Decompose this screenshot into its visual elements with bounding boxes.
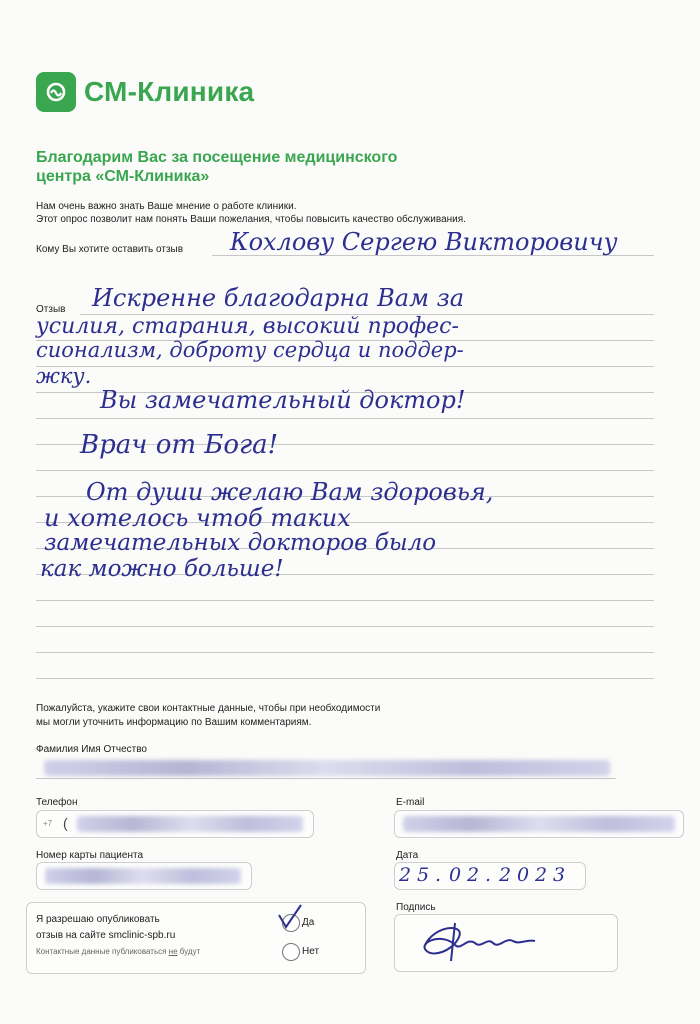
date-digit: 2	[499, 864, 512, 886]
review-line: жку.	[36, 364, 92, 388]
consent-no-label: Нет	[302, 946, 320, 957]
ruled-line	[36, 652, 654, 653]
consent-line-2: отзыв на сайте smclinic-spb.ru	[36, 930, 176, 941]
consent-note-prefix: Контактные данные публиковаться	[36, 947, 169, 956]
consent-yes-label: Да	[302, 917, 315, 928]
intro-line-2: Этот опрос позволит нам понять Ваши пожелания, чтобы повысить качество обслуживания.	[36, 214, 466, 225]
review-line: сионализм, доброту сердца и поддер-	[36, 338, 464, 362]
date-label: Дата	[396, 850, 419, 861]
review-line: От души желаю Вам здоровья,	[86, 478, 494, 506]
date-digit: 3	[553, 864, 566, 886]
date-digit: .	[485, 864, 492, 886]
review-line: и хотелось чтоб таких	[44, 504, 351, 532]
card-label: Номер карты пациента	[36, 850, 144, 861]
consent-note	[36, 944, 200, 960]
date-field[interactable]	[394, 862, 586, 890]
ruled-line	[36, 418, 654, 419]
ruled-line	[36, 470, 654, 471]
phone-prefix: +7	[43, 819, 53, 828]
review-line: усилия, старания, высокий профес-	[36, 314, 459, 339]
email-field[interactable]	[394, 810, 684, 838]
fio-value-redacted[interactable]	[44, 760, 610, 776]
contact-intro-line-1: Пожалуйста, укажите свои контактные данные, чтобы при необходимости	[36, 703, 381, 714]
consent-yes-radio[interactable]	[282, 914, 300, 932]
phone-paren: (	[63, 815, 68, 831]
phone-value-redacted	[77, 816, 303, 832]
review-line: как можно больше!	[40, 556, 284, 582]
email-value-redacted	[403, 816, 675, 832]
ruled-line	[36, 678, 654, 679]
consent-text	[36, 912, 200, 960]
fio-label: Фамилия Имя Отчество	[36, 744, 147, 755]
date-digit: .	[435, 864, 442, 886]
card-value-redacted	[45, 868, 241, 884]
phone-field[interactable]	[36, 810, 314, 838]
intro-text	[36, 200, 596, 226]
consent-note-ne: не	[168, 947, 178, 956]
consent-note-suffix: будут	[177, 947, 201, 956]
clinic-logo	[36, 72, 254, 112]
contact-intro	[36, 702, 496, 730]
signature-field[interactable]	[394, 914, 618, 972]
fio-line	[36, 778, 616, 779]
card-field[interactable]	[36, 862, 252, 890]
consent-line-1: Я разрешаю опубликовать	[36, 914, 160, 925]
date-digit: 0	[449, 864, 462, 886]
contact-intro-line-2: мы могли уточнить информацию по Вашим комментариям.	[36, 717, 312, 728]
date-digit: 0	[517, 864, 530, 886]
review-line: Врач от Бога!	[80, 430, 279, 460]
date-digit: 2	[399, 864, 412, 886]
ruled-line	[36, 600, 654, 601]
logo-icon	[36, 72, 76, 112]
phone-label: Телефон	[36, 797, 78, 808]
logo-text: СМ-Клиника	[84, 76, 255, 107]
recipient-label: Кому Вы хотите оставить отзыв	[36, 244, 184, 255]
review-line: Искренне благодарна Вам за	[92, 284, 465, 312]
date-digit: 2	[467, 864, 480, 886]
intro-line-1: Нам очень важно знать Ваше мнение о работе клиники.	[36, 201, 297, 212]
ruled-line	[36, 626, 654, 627]
review-label: Отзыв	[36, 304, 66, 315]
date-digit: 2	[535, 864, 548, 886]
ruled-line	[36, 366, 654, 367]
review-line: замечательных докторов было	[44, 530, 437, 556]
consent-no-radio[interactable]	[282, 943, 300, 961]
recipient-value[interactable]: Кохлову Сергею Викторовичу	[230, 228, 618, 256]
signature-label: Подпись	[396, 902, 436, 913]
signature-image	[395, 915, 617, 971]
date-digit: 5	[417, 864, 430, 886]
checkmark-icon	[277, 905, 303, 931]
page-title: Благодарим Вас за посещение медицинского центра «СМ-Клиника»	[36, 149, 398, 185]
review-line: Вы замечательный доктор!	[100, 386, 466, 414]
email-label: E-mail	[396, 797, 425, 808]
